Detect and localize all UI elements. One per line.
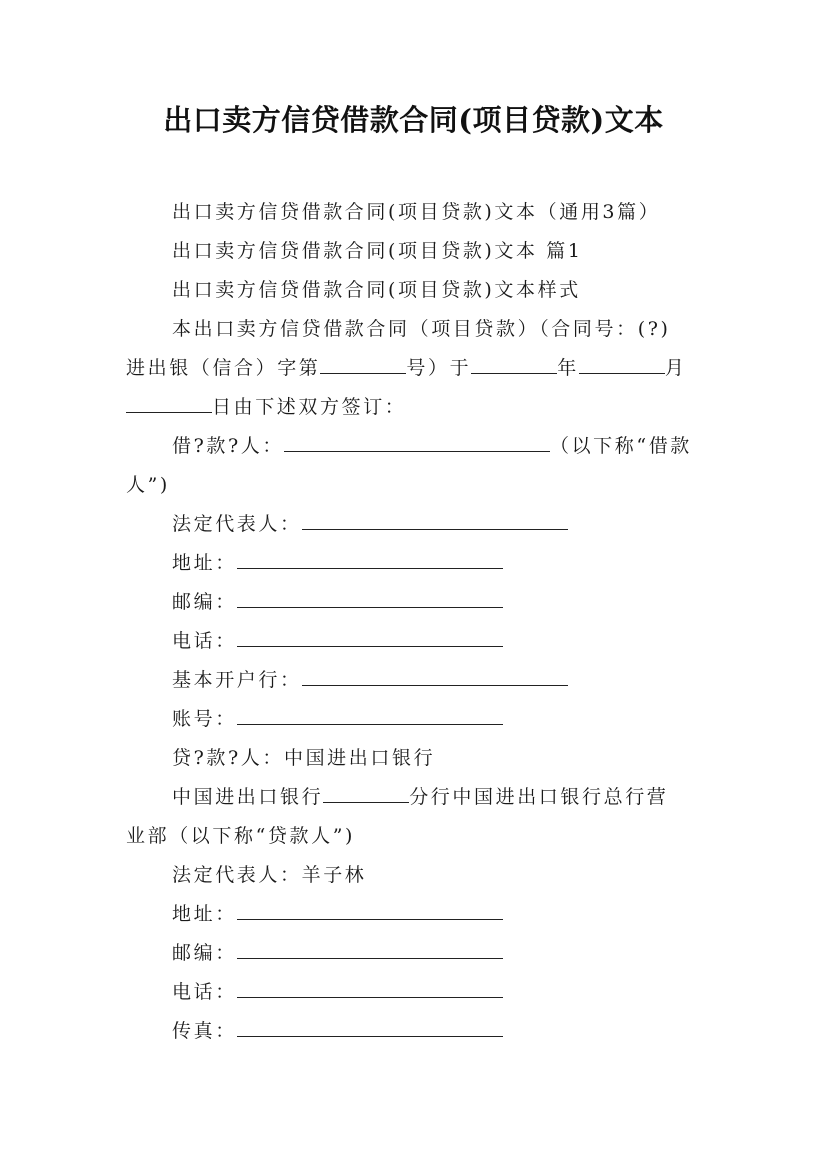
- borrower-suffix-cont: 人”): [126, 474, 170, 496]
- page-title: 出口卖方信贷借款合同(项目贷款)文本: [163, 103, 664, 137]
- borrower-postcode-label: 邮编：: [172, 591, 237, 613]
- lender-address: [172, 902, 503, 926]
- day-blank: [126, 395, 212, 413]
- year-label: 年: [557, 357, 579, 379]
- borrower-legal-rep-blank: [302, 512, 568, 530]
- borrower-account-label: 账号：: [172, 708, 237, 730]
- lender-line: 贷?款?人：中国进出口银行: [172, 747, 436, 769]
- borrower-address-label: 地址：: [172, 552, 237, 574]
- lender-branch-cont: 业部（以下称“贷款人”): [126, 825, 356, 847]
- lender-branch-line: [172, 785, 668, 809]
- year-blank: [471, 356, 557, 374]
- lender-legal-rep: 法定代表人：羊子林: [172, 864, 367, 886]
- lender-phone: [172, 980, 503, 1004]
- contract-no-prefix: 进出银（信合）字第: [126, 357, 321, 379]
- month-blank: [579, 356, 665, 374]
- lender-address-blank: [237, 902, 503, 920]
- lender-phone-label: 电话：: [172, 981, 237, 1003]
- borrower-legal-rep-label: 法定代表人：: [172, 513, 302, 535]
- lender-bank-name: 中国进出口银行: [172, 786, 324, 808]
- lender-fax-blank: [237, 1019, 503, 1037]
- lender-fax: [172, 1019, 503, 1043]
- borrower-phone-blank: [237, 629, 503, 647]
- part-title: 出口卖方信贷借款合同(项目贷款)文本 篇1: [172, 240, 583, 262]
- lender-branch-text: 分行中国进出口银行总行营: [409, 786, 669, 808]
- borrower-bank: [172, 668, 568, 692]
- borrower-legal-rep: [172, 512, 568, 536]
- borrower-postcode: [172, 590, 503, 614]
- borrower-account-blank: [237, 707, 503, 725]
- date-prefix: 号）于: [406, 357, 472, 379]
- month-label: 月: [664, 357, 687, 379]
- lender-branch-blank: [323, 785, 409, 803]
- borrower-label: 借?款?人：: [172, 435, 284, 457]
- borrower-suffix: （以下称“借款: [549, 435, 692, 457]
- borrower-address-blank: [237, 551, 503, 569]
- borrower-address: [172, 551, 503, 575]
- lender-postcode-blank: [237, 941, 503, 959]
- lender-postcode: [172, 941, 503, 965]
- intro-line-2: [126, 356, 686, 380]
- lender-phone-blank: [237, 980, 503, 998]
- toc-title: 出口卖方信贷借款合同(项目贷款)文本（通用3篇）: [172, 201, 661, 223]
- borrower-line: [172, 434, 692, 458]
- borrower-account: [172, 707, 503, 731]
- borrower-bank-label: 基本开户行：: [172, 669, 302, 691]
- lender-address-label: 地址：: [172, 903, 237, 925]
- sample-title: 出口卖方信贷借款合同(项目贷款)文本样式: [172, 279, 581, 301]
- contract-number-blank: [320, 356, 406, 374]
- intro-line-1: 本出口卖方信贷借款合同（项目贷款）（合同号：(?): [172, 318, 671, 340]
- signing-text: 日由下述双方签订：: [212, 396, 407, 418]
- intro-line-3: [126, 395, 406, 419]
- lender-fax-label: 传真：: [172, 1020, 237, 1042]
- borrower-postcode-blank: [237, 590, 503, 608]
- lender-postcode-label: 邮编：: [172, 942, 237, 964]
- borrower-phone: [172, 629, 503, 653]
- borrower-phone-label: 电话：: [172, 630, 237, 652]
- borrower-name-blank: [284, 434, 550, 452]
- borrower-bank-blank: [302, 668, 568, 686]
